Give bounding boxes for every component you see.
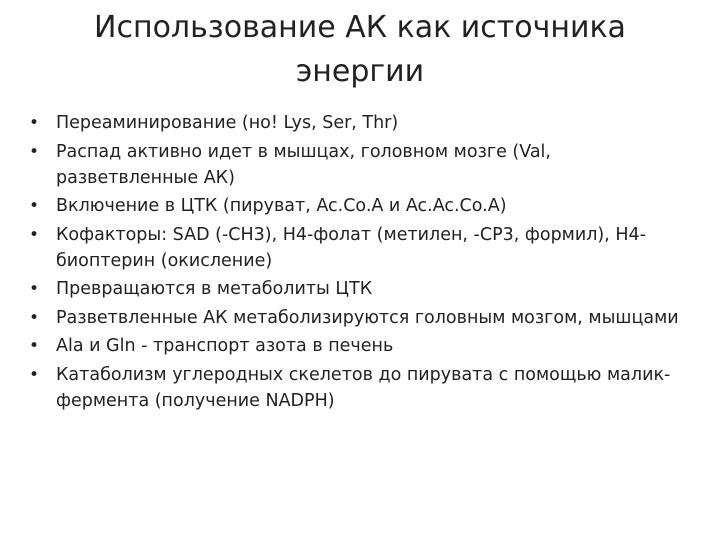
bullet-text: Катаболизм углеродных скелетов до пирувата с помощью малик-фермента (получение NADPH)	[56, 364, 671, 411]
bullet-dot-icon: •	[29, 279, 40, 299]
bullet-list	[24, 110, 696, 416]
bullet-dot-icon: •	[29, 196, 40, 216]
bullet-dot-icon: •	[29, 336, 40, 356]
bullet-text: Распад активно идет в мышцах, головном мозге (Val, разветвленные АК)	[56, 141, 551, 188]
bullet-text: Кофакторы: SAD (-CH3), Н4-фолат (метилен, -СР3, формил), Н4-биоптерин (окисление)	[56, 224, 646, 271]
bullet-dot-icon: •	[29, 113, 40, 133]
bullet-item	[24, 110, 696, 136]
slide-title	[60, 6, 660, 94]
bullet-text: Превращаются в метаболиты ЦТК	[56, 279, 373, 299]
bullet-item	[24, 193, 696, 219]
bullet-text: Включение в ЦТК (пируват, Ac.Co.A и Ac.Ac.Co.A)	[56, 196, 507, 216]
bullet-dot-icon: •	[29, 364, 40, 385]
bullet-text: Разветвленные АК метаболизируются головным мозгом, мышцами	[56, 307, 679, 328]
bullet-item	[24, 222, 696, 274]
bullet-dot-icon: •	[29, 141, 40, 162]
bullet-text: Переаминирование (но! Lys, Ser, Thr)	[56, 113, 399, 133]
bullet-item	[24, 362, 696, 414]
bullet-item	[24, 333, 696, 359]
bullet-item	[24, 276, 696, 302]
slide-title-line-1: Использование АК как источника	[94, 10, 626, 45]
bullet-text: Ala и Gln - транспорт азота в печень	[56, 336, 394, 356]
bullet-dot-icon: •	[29, 224, 40, 245]
bullet-item	[24, 139, 696, 191]
bullet-dot-icon: •	[29, 307, 40, 328]
slide-title-line-2: энергии	[295, 54, 425, 89]
bullet-item	[24, 305, 696, 331]
